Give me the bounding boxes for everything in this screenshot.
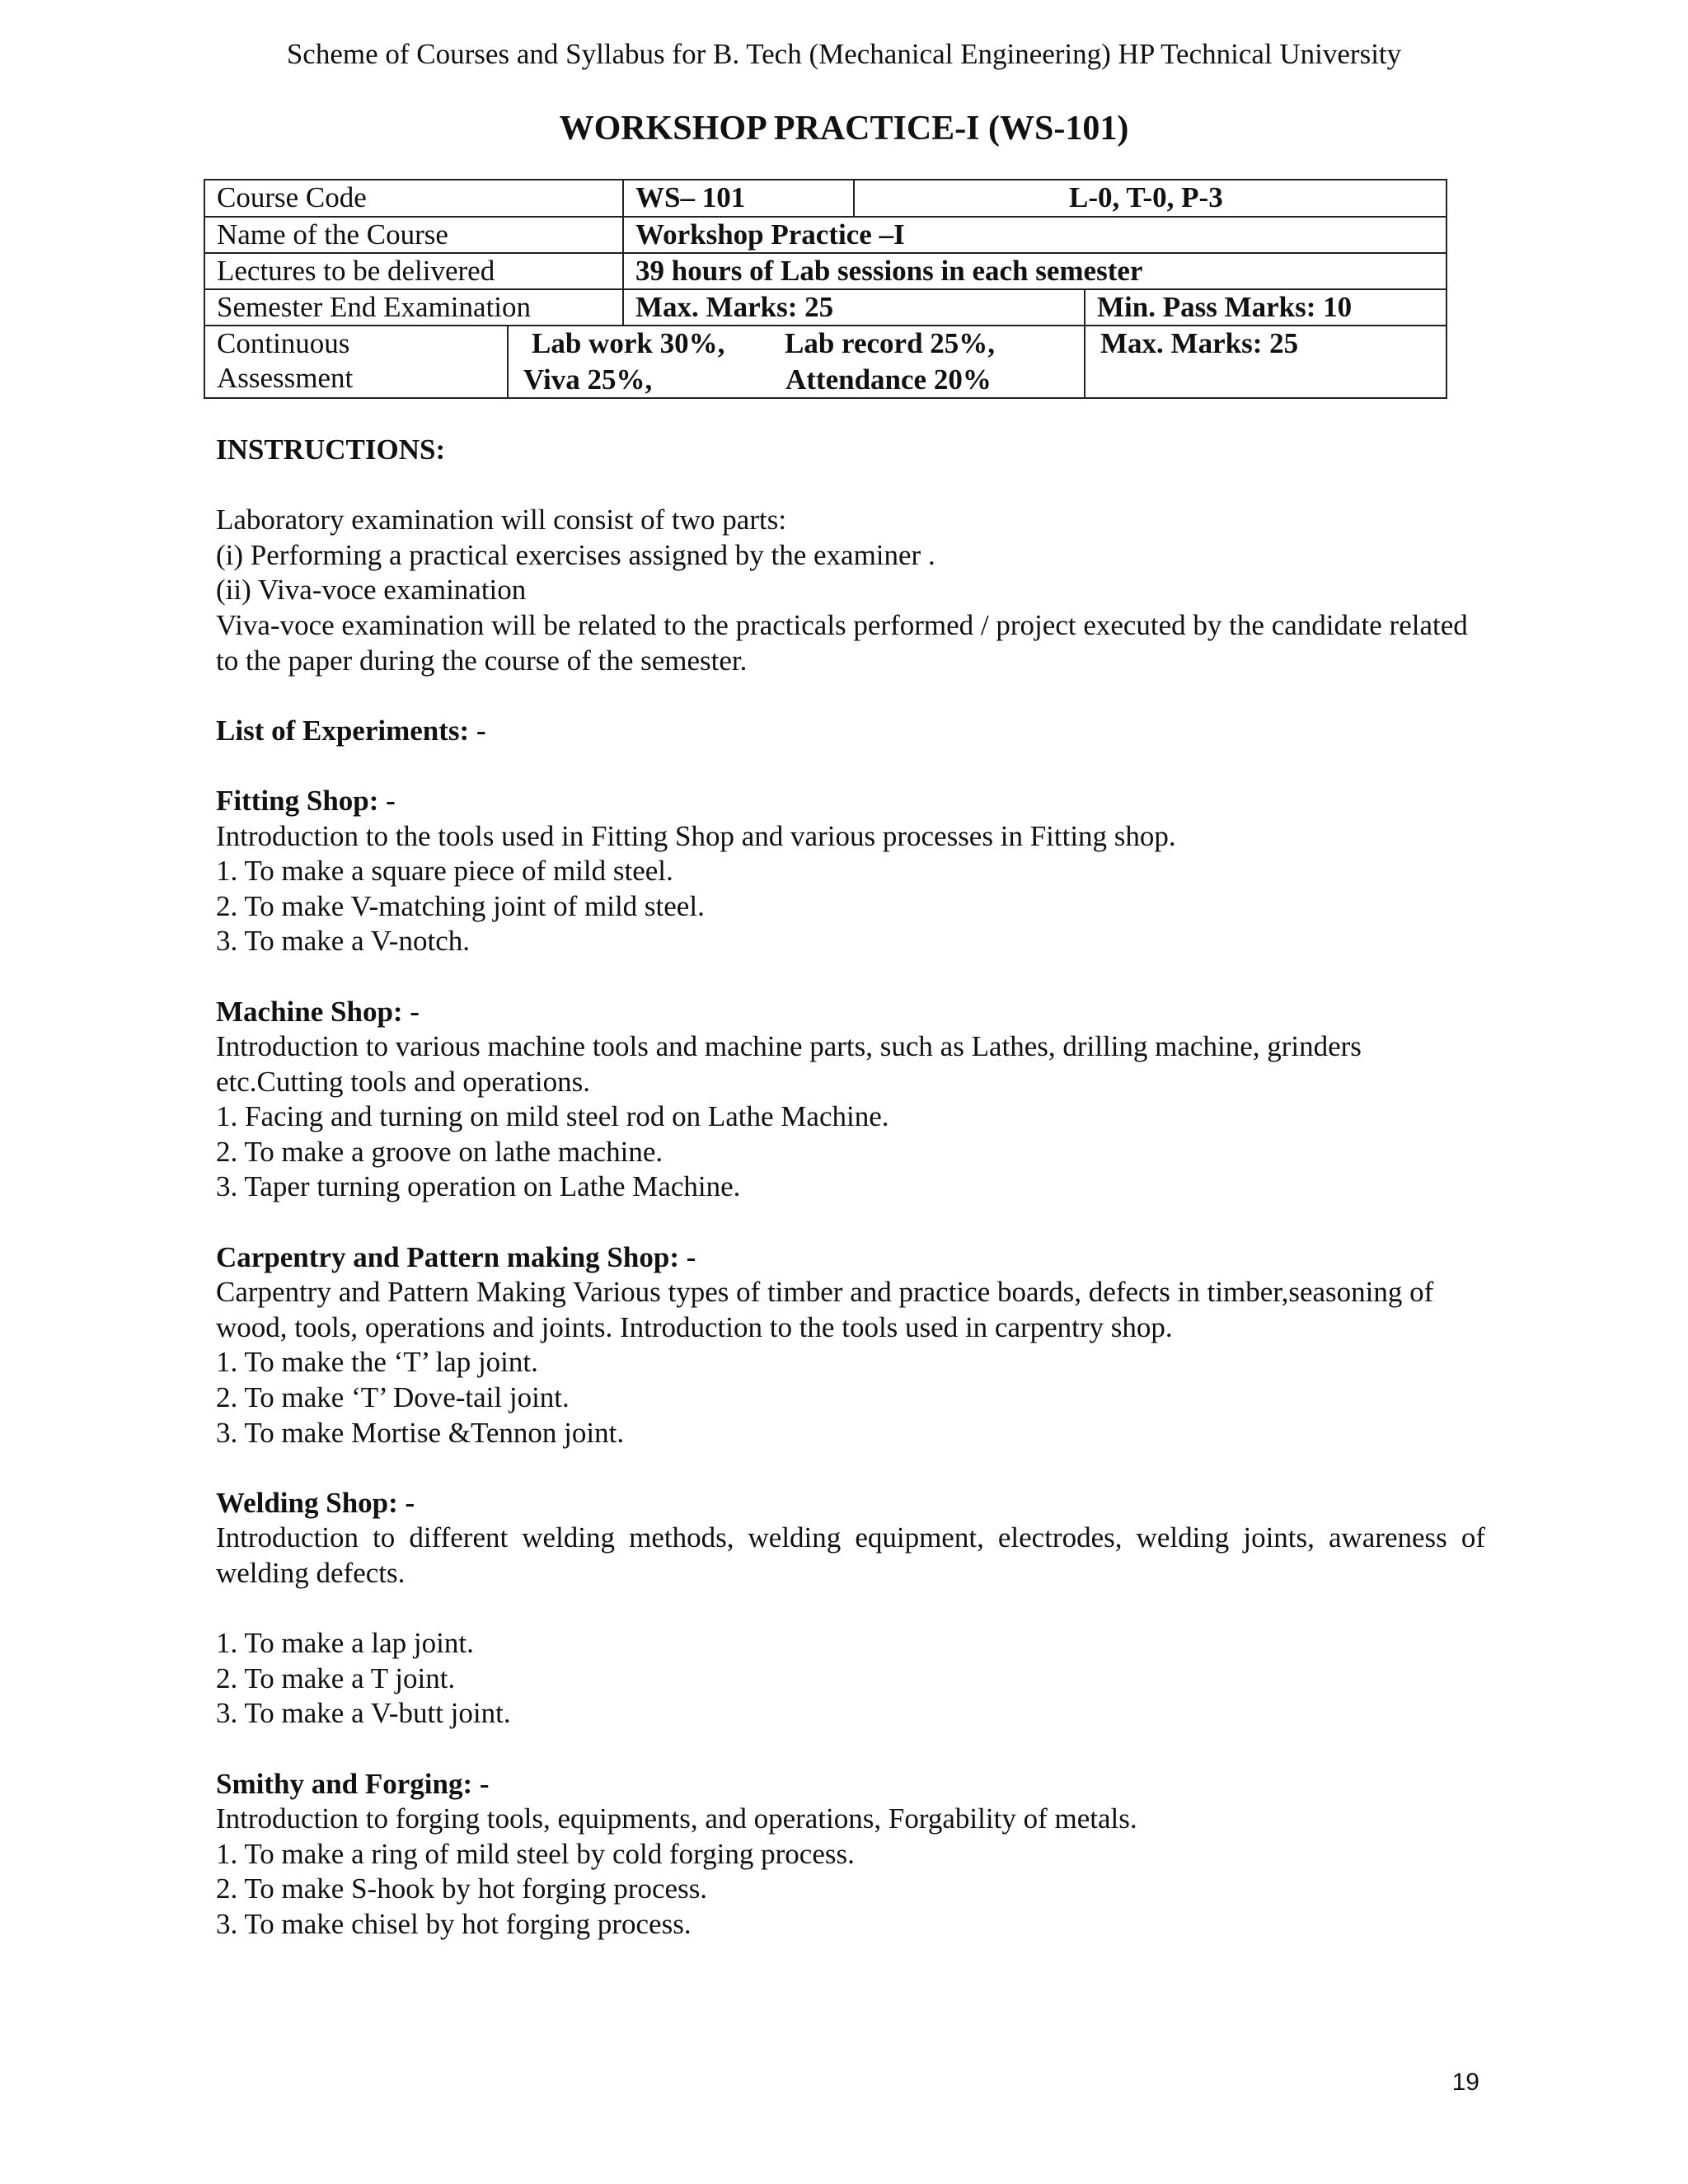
list-item: 2. To make a groove on lathe machine. [216,1135,663,1168]
instructions-heading: INSTRUCTIONS: [216,434,446,466]
syllabus-content [216,433,1485,1943]
list-item: 1. Facing and turning on mild steel rod on Lathe Machine. [216,1100,889,1133]
running-header: Scheme of Courses and Syllabus for B. Tech (Mechanical Engineering) HP Technical University [286,38,1402,70]
course-code-value: WS– 101 [622,180,853,216]
assessment-label-line1: Continuous [217,327,350,359]
instruction-line: (ii) Viva-voce examination [216,574,527,607]
lectures-value: 39 hours of Lab sessions in each semester [622,254,1446,288]
fitting-shop-heading: Fitting Shop: - [216,784,396,817]
list-item: 1. To make a lap joint. [216,1627,474,1660]
machine-shop-intro: Introduction to various machine tools and machine parts, such as Lathes, drilling machine, grinders etc.Cutting tools and operations. [216,1030,1362,1098]
ltp-value: L-0, T-0, P-3 [853,180,1446,216]
semester-min-pass-marks: Min. Pass Marks: 10 [1084,290,1446,325]
semester-exam-label: Semester End Examination [217,291,532,323]
smithy-forging-heading: Smithy and Forging: - [216,1767,490,1800]
list-item: 3. To make a V-butt joint. [216,1697,511,1730]
list-item: 2. To make ‘T’ Dove-tail joint. [216,1381,570,1414]
list-item: 1. To make the ‘T’ lap joint. [216,1346,538,1379]
semester-max-marks: Max. Marks: 25 [622,290,1084,325]
welding-shop-intro: Introduction to different welding methods, welding equipment, electrodes, welding joints, awareness of welding defects. [216,1521,1485,1589]
course-name-label: Name of the Course [217,218,448,251]
viva-weight: Viva 25%, [523,363,653,396]
attendance-weight: Attendance 20% [785,363,992,396]
continuous-assessment-label [205,326,507,399]
assessment-max-marks: Max. Marks: 25 [1084,326,1446,399]
list-item: 3. To make a V-notch. [216,925,470,958]
list-item: 3. Taper turning operation on Lathe Machine. [216,1170,741,1203]
table-row-continuous-assessment [205,326,1446,399]
lab-record-weight: Lab record 25%, [785,327,996,359]
fitting-shop-intro: Introduction to the tools used in Fitting Shop and various processes in Fitting shop. [216,819,1176,852]
lectures-label: Lectures to be delivered [217,255,495,287]
welding-shop-heading: Welding Shop: - [216,1486,415,1519]
page-number: 19 [1451,2069,1479,2096]
instruction-line: (i) Performing a practical exercises assigned by the examiner . [216,538,935,571]
table-row-course-code [205,180,1446,218]
smithy-forging-intro: Introduction to forging tools, equipments, and operations, Forgability of metals. [216,1802,1137,1835]
table-row-semester-exam [205,290,1446,326]
course-details-table [204,179,1447,399]
list-item: 3. To make Mortise &Tennon joint. [216,1416,625,1449]
assessment-breakdown [507,326,1084,399]
table-row-lectures [205,254,1446,290]
document-title: WORKSHOP PRACTICE-I (WS-101) [559,110,1129,148]
list-item: 2. To make a T joint. [216,1661,456,1694]
carpentry-shop-intro: Carpentry and Pattern Making Various types of timber and practice boards, defects in timber,seasoning of wood, tools, operations and joints. Introduction to the tools used in carpentry shop. [216,1276,1434,1343]
table-row-course-name [205,218,1446,254]
instruction-line: Laboratory examination will consist of two parts: [216,504,787,537]
list-item: 2. To make S-hook by hot forging process. [216,1872,708,1905]
list-item: 1. To make a ring of mild steel by cold forging process. [216,1837,855,1870]
list-item: 3. To make chisel by hot forging process. [216,1907,692,1940]
list-item: 2. To make V-matching joint of mild steel. [216,889,705,922]
instruction-paragraph: Viva-voce examination will be related to the practicals performed / project executed by the candidate related to the paper during the course of the semester. [216,608,1468,677]
machine-shop-heading: Machine Shop: - [216,995,420,1028]
experiments-heading: List of Experiments: - [216,714,486,747]
assessment-label-line2: Assessment [217,362,354,394]
course-code-label: Course Code [217,181,367,213]
lab-work-weight: Lab work 30%, [532,327,725,359]
list-item: 1. To make a square piece of mild steel. [216,855,673,888]
course-name-value: Workshop Practice –I [622,218,1446,252]
carpentry-shop-heading: Carpentry and Pattern making Shop: - [216,1240,696,1273]
